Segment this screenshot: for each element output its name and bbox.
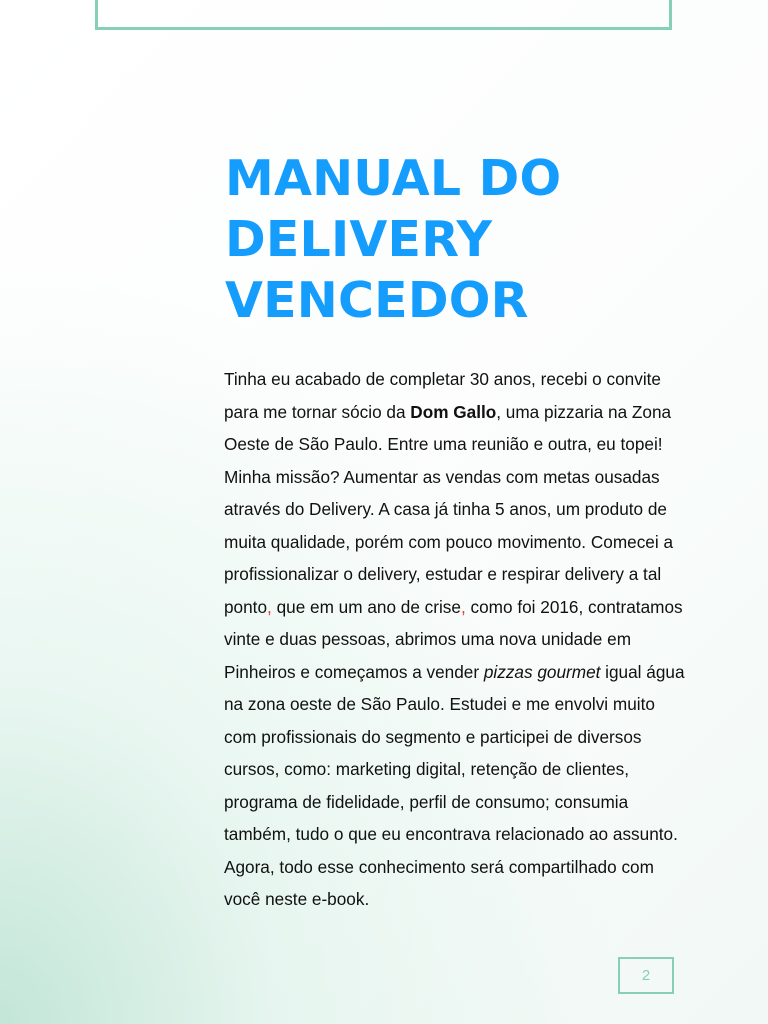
header-frame xyxy=(95,0,672,30)
body-line: Agora, todo esse conhecimento será compartilhado com xyxy=(224,856,654,877)
body-line: Tinha eu acabado de completar 30 anos, recebi o convite xyxy=(224,369,661,389)
body-line: na zona oeste de São Paulo. Estudei e me envolvi muito xyxy=(224,694,655,714)
body-line: através do Delivery. A casa já tinha 5 anos, um produto de xyxy=(224,499,667,519)
body-text-segment: que em um ano de crise xyxy=(271,596,461,617)
body-text-segment: , uma pizzaria na Zona xyxy=(496,401,672,422)
page-number: 2 xyxy=(641,967,651,984)
body-paragraph xyxy=(224,363,724,916)
body-line: muita qualidade, porém com pouco movimento. Comecei a xyxy=(224,531,674,552)
body-text-segment: igual água xyxy=(600,661,685,682)
brand-name: Dom Gallo xyxy=(410,401,497,422)
body-line: Minha missão? Aumentar as vendas com metas ousadas xyxy=(224,466,660,487)
body-text-segment: ponto xyxy=(224,596,268,617)
body-text-segment: para me tornar sócio da xyxy=(224,401,411,422)
title-line-2: DELIVERY xyxy=(225,211,493,268)
highlighted-comma: , xyxy=(460,596,466,617)
body-line: com profissionais do segmento e participei de diversos xyxy=(224,726,642,747)
body-line: você neste e-book. xyxy=(224,889,370,909)
body-line xyxy=(224,396,724,429)
body-text-segment: como foi 2016, contratamos xyxy=(465,596,683,617)
body-line: também, tudo o que eu encontrava relacionado ao assunto. xyxy=(224,824,678,844)
body-line: profissionalizar o delivery, estudar e respirar delivery a tal xyxy=(224,564,662,584)
body-line: cursos, como: marketing digital, retenção de clientes, xyxy=(224,759,630,779)
body-line: vinte e duas pessoas, abrimos uma nova unidade em xyxy=(224,629,632,649)
title-line-1: MANUAL DO xyxy=(225,150,562,207)
title-line-3: VENCEDOR xyxy=(225,272,529,329)
body-line xyxy=(224,656,724,689)
page-title xyxy=(225,148,561,331)
body-text-segment: Pinheiros e começamos a vender xyxy=(224,661,484,682)
body-line: programa de fidelidade, perfil de consumo; consumia xyxy=(224,791,629,812)
body-line: Oeste de São Paulo. Entre uma reunião e outra, eu topei! xyxy=(224,434,663,454)
page-number-box xyxy=(618,957,674,994)
body-line xyxy=(224,591,724,624)
italic-term: pizzas gourmet xyxy=(483,661,601,682)
highlighted-comma: , xyxy=(267,596,272,617)
